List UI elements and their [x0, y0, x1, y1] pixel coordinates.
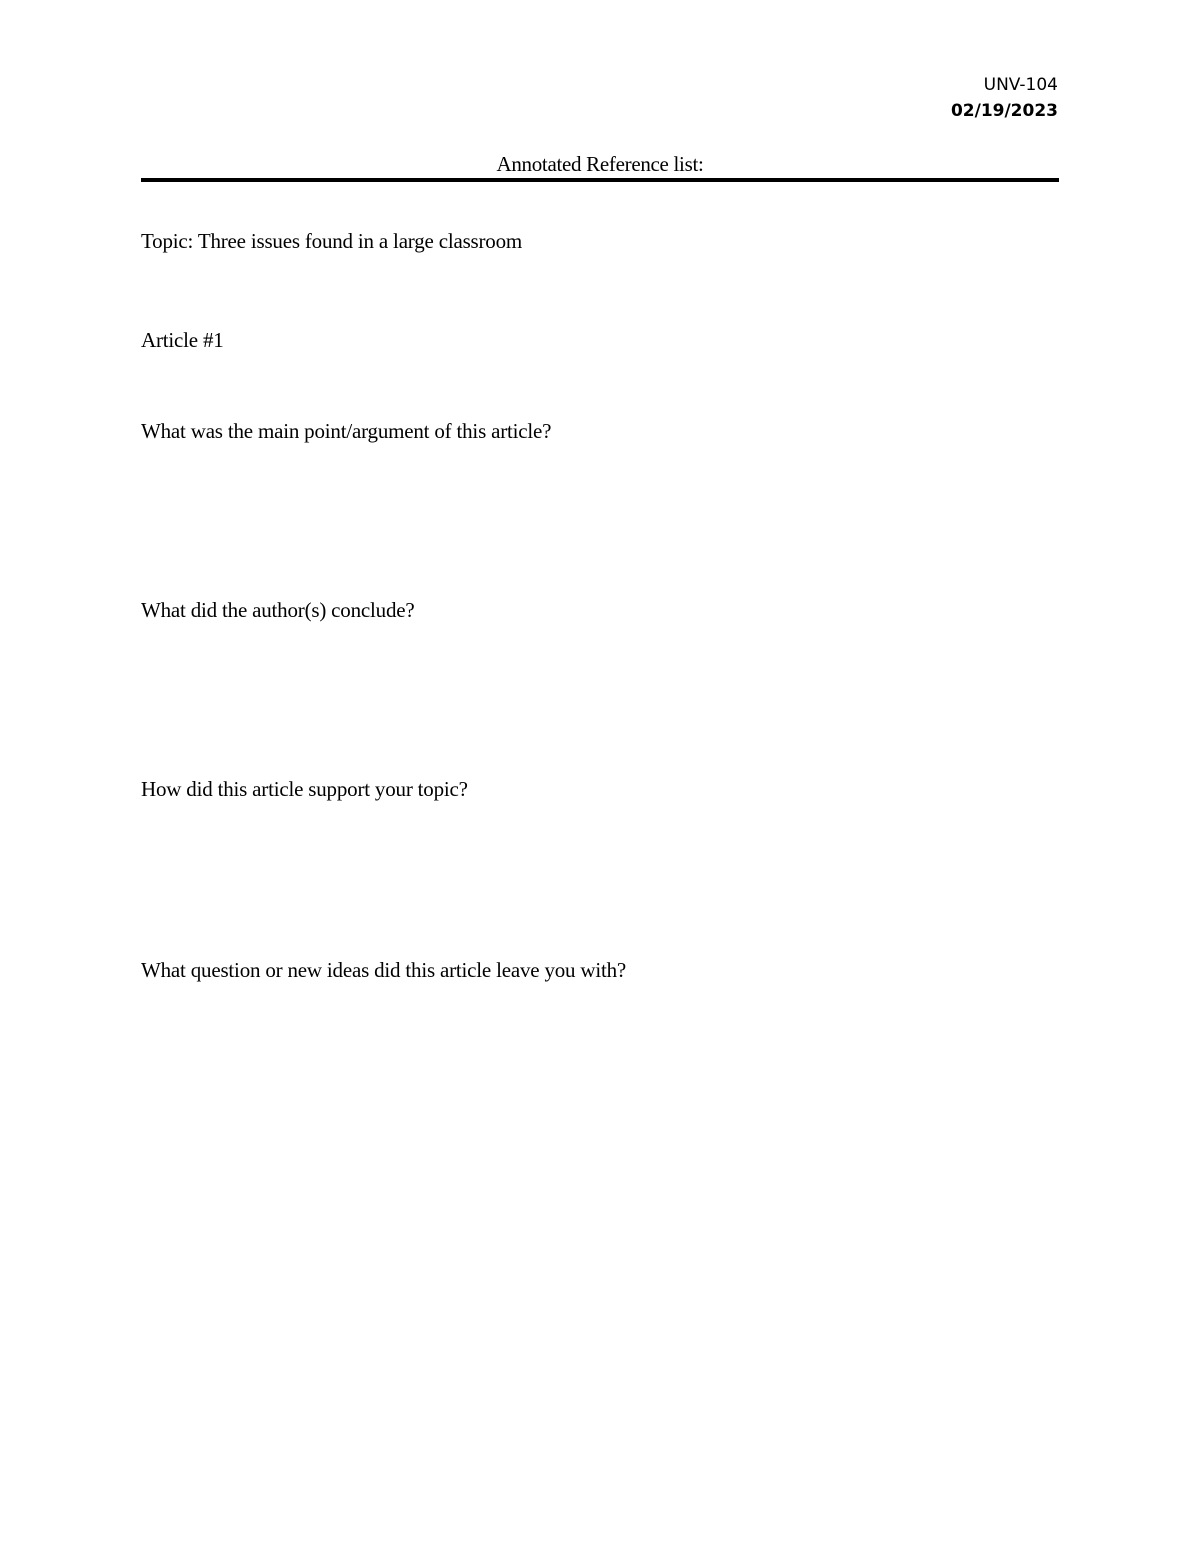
- title-divider: [141, 178, 1059, 182]
- question-conclusion: What did the author(s) conclude?: [141, 598, 415, 622]
- document-title: Annotated Reference list:: [496, 152, 704, 176]
- document-header: [951, 72, 1058, 124]
- document-date: 02/19/2023: [950, 101, 1058, 121]
- topic-line: Topic: Three issues found in a large classroom: [141, 229, 523, 253]
- question-new-ideas: What question or new ideas did this article leave you with?: [141, 958, 627, 982]
- question-main-point: What was the main point/argument of this article?: [141, 419, 552, 443]
- question-topic-support: How did this article support your topic?: [141, 777, 468, 801]
- course-code: UNV-104: [983, 75, 1058, 95]
- article-heading: Article #1: [141, 328, 224, 352]
